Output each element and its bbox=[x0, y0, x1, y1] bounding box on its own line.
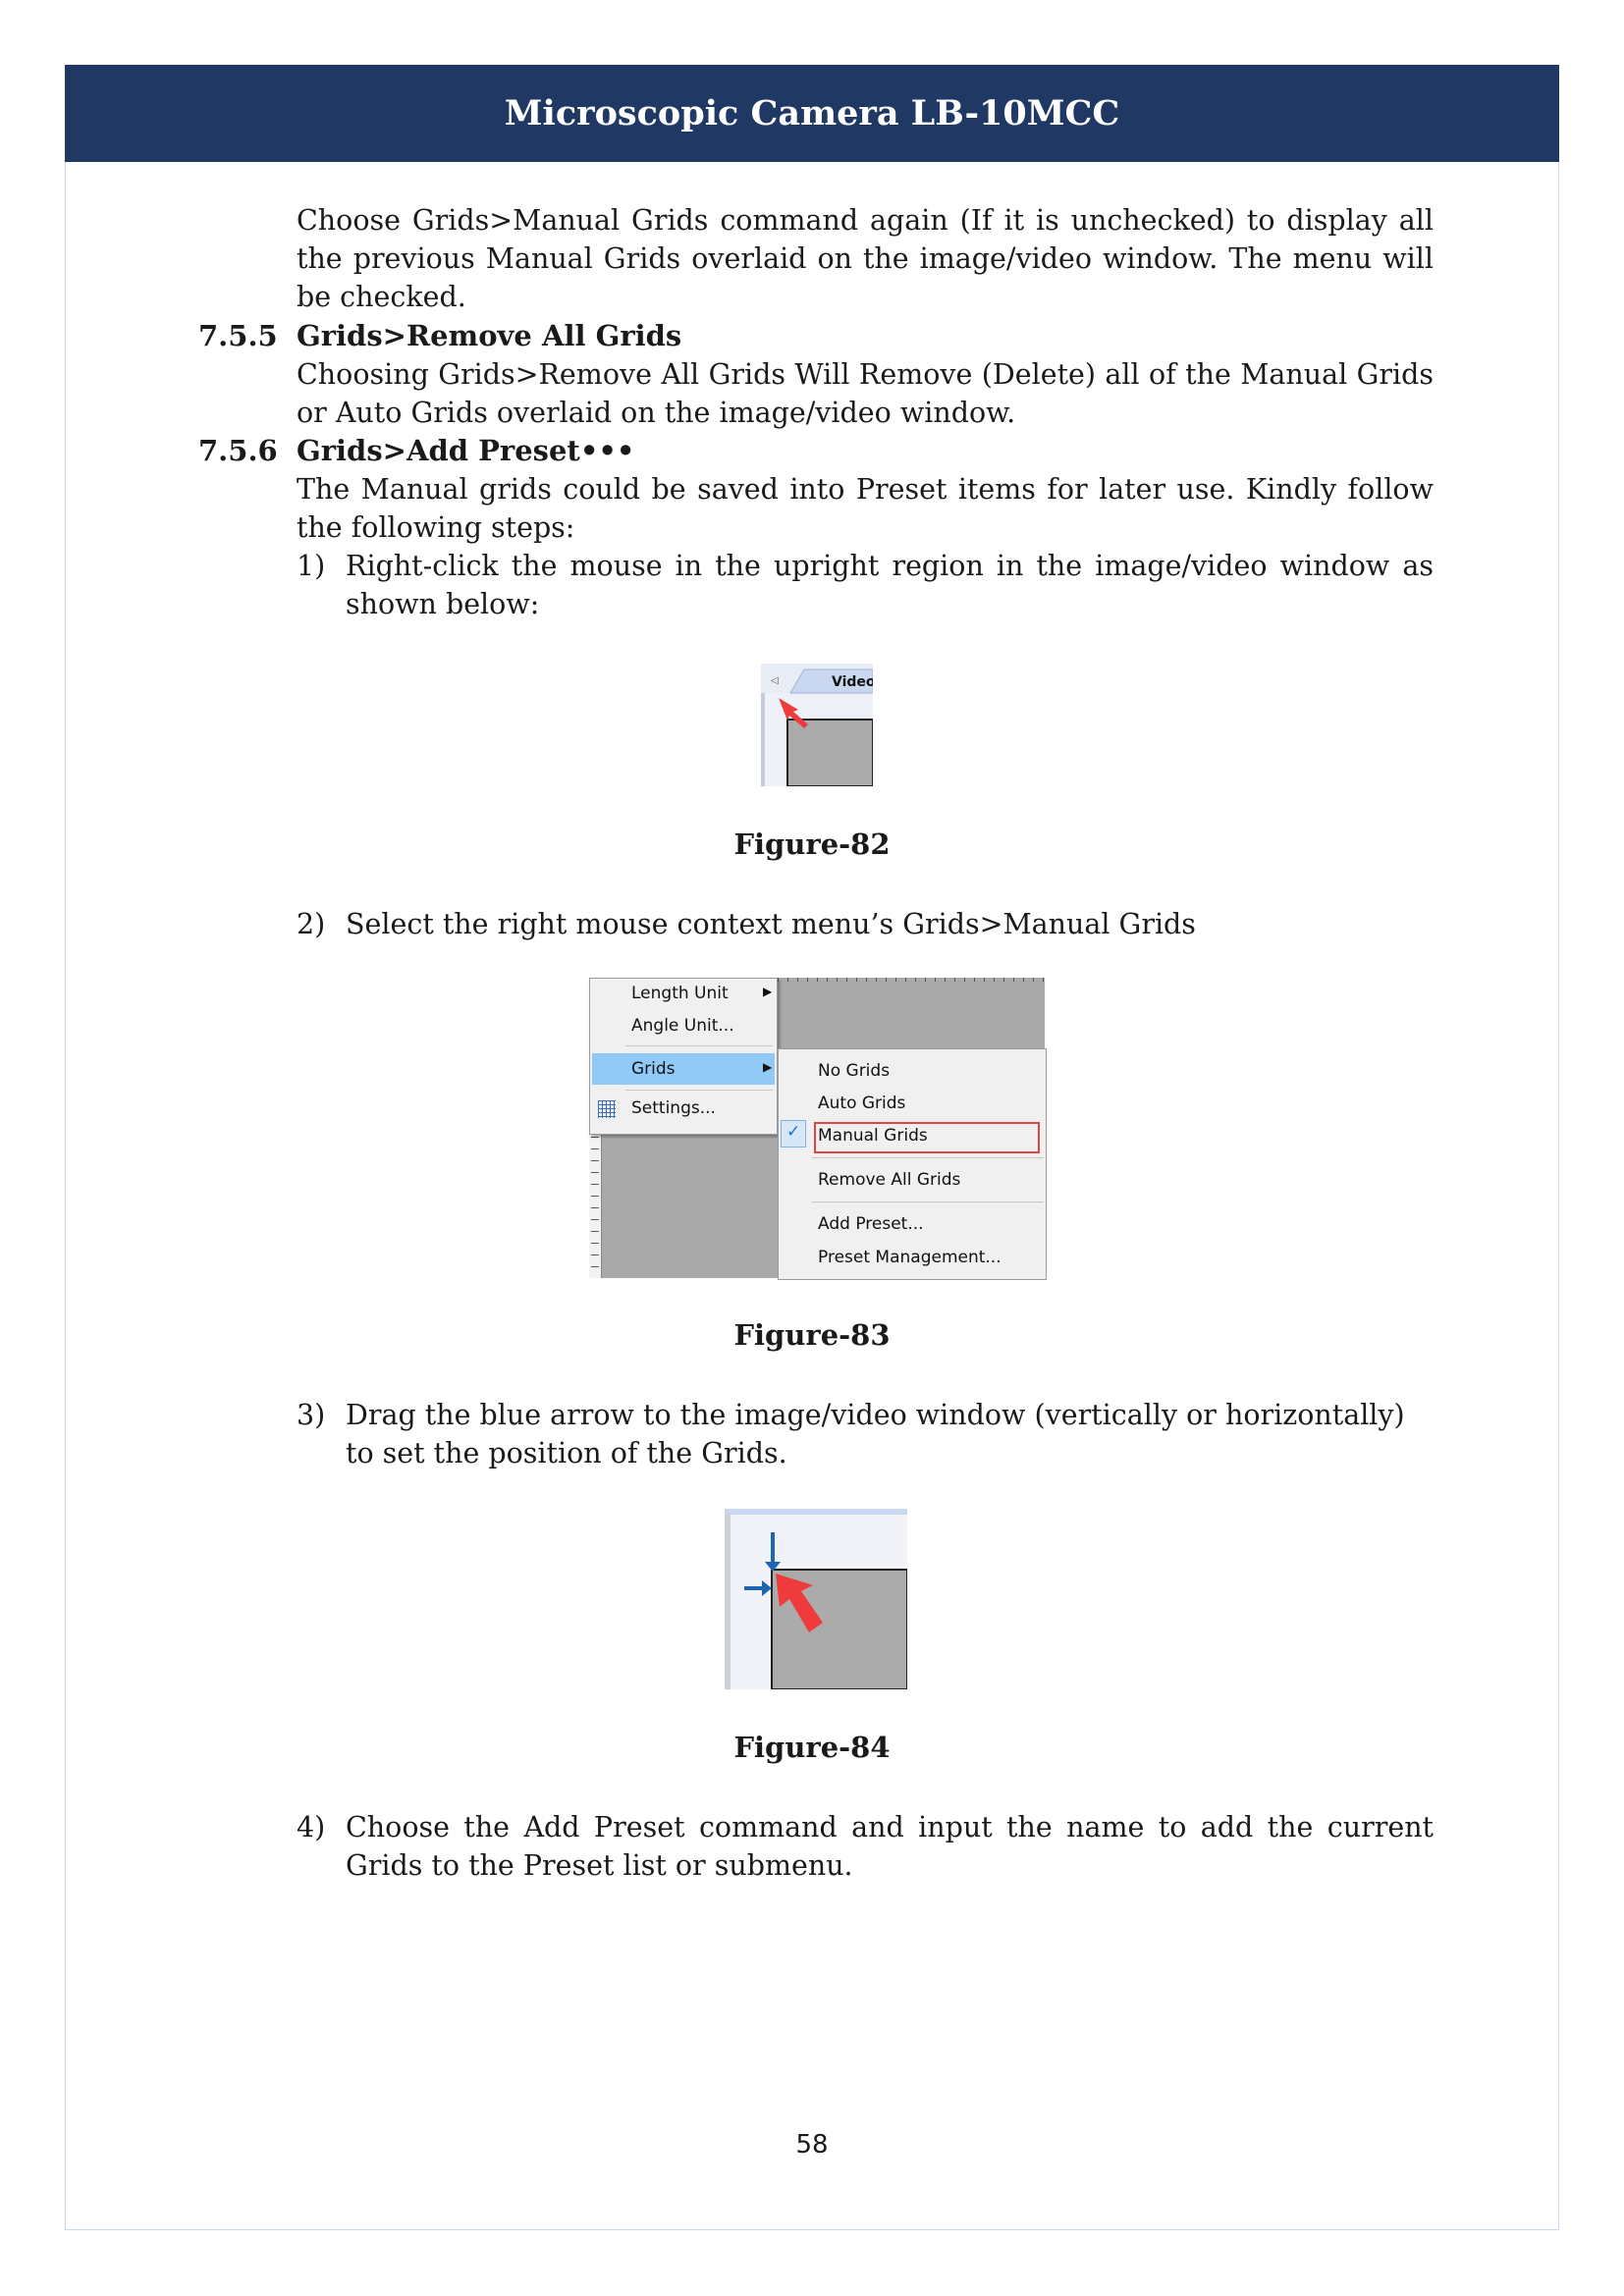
menu-item-angle-unit[interactable]: Angle Unit... bbox=[631, 1016, 734, 1036]
figure-caption: Figure-82 bbox=[733, 828, 891, 861]
figure-84-screenshot bbox=[725, 1509, 907, 1689]
checkmark-icon: ✓ bbox=[786, 1122, 801, 1142]
step-text: Select the right mouse context menu’s Grids>Manual Grids bbox=[346, 908, 1196, 940]
section-text: Choosing Grids>Remove All Grids Will Remove (Delete) all of the Manual Grids or Auto Grids overlaid on the image/video window. bbox=[297, 358, 1434, 429]
submenu-item-no-grids[interactable]: No Grids bbox=[818, 1061, 891, 1081]
step-text: Drag the blue arrow to the image/video window (vertically or horizontally) to set the position of the Grids. bbox=[346, 1399, 1405, 1469]
submenu-item-remove-all-grids[interactable]: Remove All Grids bbox=[818, 1170, 961, 1190]
step-text: Choose the Add Preset command and input the name to add the current Grids to the Preset list or submenu. bbox=[346, 1811, 1434, 1882]
grids-submenu bbox=[778, 1048, 1047, 1280]
step-number: 1) bbox=[297, 550, 326, 582]
section-title: Grids>Remove All Grids bbox=[297, 319, 682, 352]
menu-item-grids-highlight[interactable] bbox=[592, 1053, 775, 1085]
submenu-arrow-icon: ▶ bbox=[763, 985, 773, 998]
step-text: Right-click the mouse in the upright region in the image/video window as shown below: bbox=[346, 550, 1434, 620]
context-menu bbox=[589, 978, 778, 1135]
submenu-item-preset-management[interactable]: Preset Management... bbox=[818, 1248, 1001, 1267]
figure-83-screenshot bbox=[589, 978, 1045, 1278]
page-header: Microscopic Camera LB-10MCC bbox=[65, 65, 1559, 162]
grid-settings-icon bbox=[598, 1100, 616, 1118]
menu-item-length-unit[interactable]: Length Unit bbox=[631, 984, 729, 1003]
submenu-item-auto-grids[interactable]: Auto Grids bbox=[818, 1094, 906, 1113]
submenu-item-manual-grids[interactable]: Manual Grids bbox=[818, 1126, 928, 1146]
figure-caption: Figure-83 bbox=[733, 1318, 891, 1352]
section-number: 7.5.6 bbox=[198, 434, 278, 467]
figure-caption: Figure-84 bbox=[733, 1731, 891, 1764]
step-number: 4) bbox=[297, 1811, 326, 1843]
step-number: 2) bbox=[297, 908, 326, 940]
submenu-arrow-icon: ▶ bbox=[763, 1060, 773, 1074]
step-number: 3) bbox=[297, 1399, 326, 1431]
section-text: The Manual grids could be saved into Preset items for later use. Kindly follow the following steps: bbox=[297, 473, 1434, 544]
figure-82-screenshot bbox=[761, 664, 873, 786]
intro-paragraph: Choose Grids>Manual Grids command again (If it is unchecked) to display all the previous Manual Grids overlaid on the image/video window. The menu will be checked. bbox=[297, 204, 1434, 313]
video-tab-label: Video bbox=[832, 674, 873, 690]
section-number: 7.5.5 bbox=[198, 319, 278, 352]
page-number: 58 bbox=[795, 2130, 829, 2160]
section-title: Grids>Add Preset••• bbox=[297, 434, 635, 467]
svg-text:◁: ◁ bbox=[771, 675, 779, 686]
submenu-item-add-preset[interactable]: Add Preset... bbox=[818, 1214, 924, 1234]
menu-item-settings[interactable]: Settings... bbox=[631, 1098, 716, 1118]
menu-item-grids[interactable]: Grids bbox=[631, 1059, 676, 1079]
